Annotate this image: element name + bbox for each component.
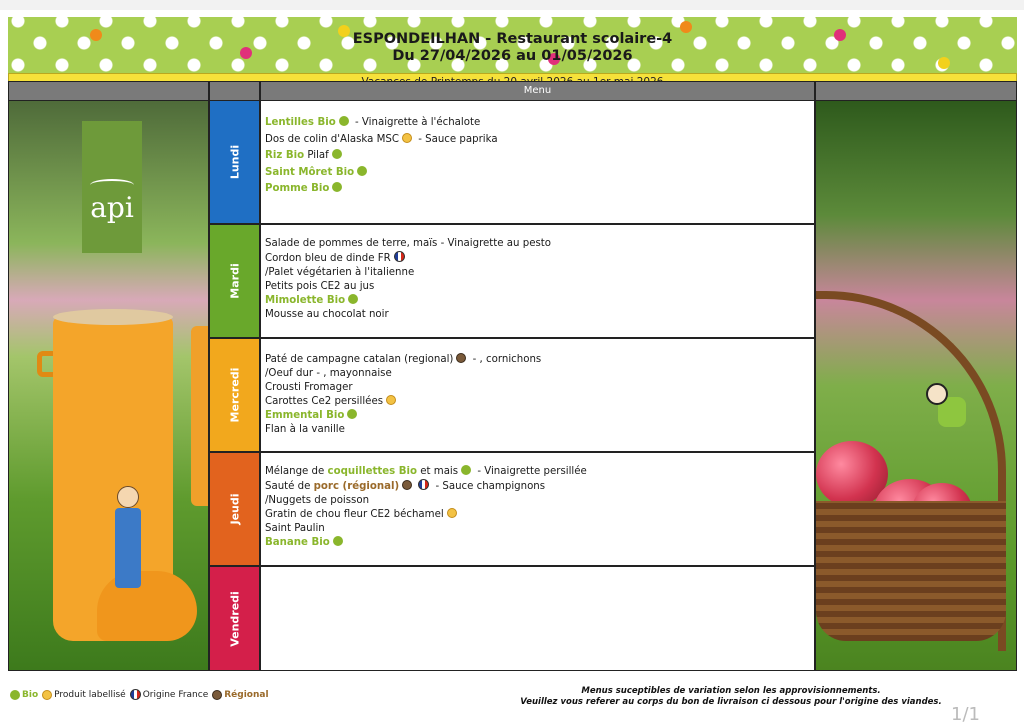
menu-item bbox=[265, 508, 814, 522]
legend-bio: Bio bbox=[22, 689, 39, 700]
day-cell-mercredi bbox=[210, 339, 259, 451]
regional-icon bbox=[402, 480, 412, 490]
column-header-day bbox=[210, 82, 259, 100]
footer-note-line2: Veuillez vous referer au corps du bon de livraison ci dessous pour l'origine des viandes. bbox=[520, 697, 942, 707]
bio-leaf-icon bbox=[333, 536, 343, 546]
boot-rim bbox=[53, 309, 173, 325]
bio-product-text: Emmental Bio bbox=[265, 410, 345, 421]
bio-leaf-icon bbox=[332, 182, 342, 192]
header-banner bbox=[8, 17, 1017, 73]
menu-item bbox=[265, 165, 814, 182]
france-flag-icon bbox=[394, 251, 405, 262]
bio-leaf-icon bbox=[348, 294, 358, 304]
menu-item bbox=[265, 494, 814, 508]
menu-item bbox=[265, 367, 814, 381]
logo-swoosh bbox=[90, 179, 134, 191]
legend bbox=[10, 689, 269, 700]
menu-item bbox=[265, 132, 814, 149]
menu-item bbox=[265, 115, 814, 132]
day-cell-vendredi bbox=[210, 567, 259, 670]
menu-item bbox=[265, 423, 814, 437]
dish-text: Pilaf bbox=[304, 150, 329, 161]
dish-text: /Nuggets de poisson bbox=[265, 495, 370, 506]
dish-text: Paté de campagne catalan (regional) bbox=[265, 354, 454, 365]
menu-item bbox=[265, 465, 814, 479]
france-flag-icon bbox=[418, 479, 429, 490]
day-cell-mardi bbox=[210, 225, 259, 337]
menu-item bbox=[265, 381, 814, 395]
bio-product-text: Lentilles Bio bbox=[265, 117, 336, 128]
day-label: Mardi bbox=[228, 263, 241, 299]
right-illustration bbox=[816, 101, 1016, 670]
wicker-basket bbox=[816, 501, 1006, 641]
menu-item bbox=[265, 409, 814, 423]
dish-text: - Vinaigrette persillée bbox=[474, 466, 587, 477]
bio-leaf-icon bbox=[461, 465, 471, 475]
gardener-child bbox=[107, 486, 147, 596]
legend-regional: Régional bbox=[224, 689, 269, 700]
page-title: ESPONDEILHAN - Restaurant scolaire-4 bbox=[352, 31, 673, 47]
day-label: Jeudi bbox=[228, 493, 241, 525]
dish-text: Flan à la vanille bbox=[265, 424, 345, 435]
dish-text: - Sauce paprika bbox=[414, 133, 498, 145]
regional-product-text: porc (régional) bbox=[313, 480, 400, 492]
label-rouge-icon bbox=[386, 395, 396, 405]
menu-cell-mardi bbox=[261, 225, 814, 337]
dish-text: Gratin de chou fleur CE2 béchamel bbox=[265, 509, 444, 520]
bio-product-text: Banane Bio bbox=[265, 537, 330, 548]
bio-leaf-icon bbox=[332, 149, 342, 159]
column-header-left bbox=[9, 82, 208, 100]
regional-icon bbox=[212, 690, 222, 700]
child-head bbox=[117, 486, 139, 508]
menu-item bbox=[265, 251, 814, 266]
day-label: Mercredi bbox=[228, 367, 241, 423]
logo-text: api bbox=[90, 191, 134, 224]
column-header-right bbox=[816, 82, 1016, 100]
bio-product-text: Mimolette Bio bbox=[265, 295, 346, 306]
rain-boot-back bbox=[191, 326, 208, 506]
label-rouge-icon bbox=[42, 690, 52, 700]
france-flag-icon bbox=[130, 689, 141, 700]
menu-item bbox=[265, 522, 814, 536]
menu-cell-lundi bbox=[261, 101, 814, 223]
day-label: Lundi bbox=[228, 144, 241, 180]
page-number: 1/1 bbox=[951, 704, 980, 725]
label-rouge-icon bbox=[447, 508, 457, 518]
dish-text: et mais bbox=[417, 466, 459, 477]
day-cell-jeudi bbox=[210, 453, 259, 565]
dish-text: - Vinaigrette à l'échalote bbox=[351, 117, 481, 128]
dish-text: - , cornichons bbox=[469, 354, 542, 365]
column-header-menu: Menu bbox=[261, 82, 814, 100]
bio-leaf-icon bbox=[10, 690, 20, 700]
menu-item bbox=[265, 308, 814, 322]
bio-product-text: coquillettes Bio bbox=[327, 466, 418, 477]
dish-text: Carottes Ce2 persillées bbox=[265, 396, 384, 407]
dish-text: Dos de colin d'Alaska MSC bbox=[265, 133, 399, 145]
dish-text: Cordon bleu de dinde FR bbox=[265, 252, 391, 264]
climbing-child bbox=[926, 383, 968, 433]
climber-head bbox=[926, 383, 948, 405]
dish-text: Mélange de bbox=[265, 466, 328, 477]
regional-icon bbox=[456, 353, 466, 363]
menu-item bbox=[265, 353, 814, 367]
label-rouge-icon bbox=[402, 133, 412, 143]
menu-item bbox=[265, 395, 814, 409]
footer-note-line1: Menus suceptibles de variation selon les approvisionnements. bbox=[581, 686, 881, 696]
menu-item bbox=[265, 237, 814, 251]
menu-item bbox=[265, 148, 814, 165]
child-overalls bbox=[115, 508, 141, 588]
api-logo bbox=[82, 121, 142, 253]
menu-item bbox=[265, 479, 814, 494]
date-range: Du 27/04/2026 au 01/05/2026 bbox=[392, 48, 633, 64]
bio-leaf-icon bbox=[347, 409, 357, 419]
dish-text: Mousse au chocolat noir bbox=[265, 309, 389, 320]
bio-leaf-icon bbox=[357, 166, 367, 176]
day-cell-lundi bbox=[210, 101, 259, 223]
dish-text: Saint Paulin bbox=[265, 523, 325, 534]
bio-product-text: Pomme Bio bbox=[265, 183, 330, 194]
dish-text: Sauté de bbox=[265, 480, 314, 492]
menu-cell-jeudi bbox=[261, 453, 814, 565]
dish-text: /Palet végétarien à l'italienne bbox=[265, 267, 415, 278]
legend-france: Origine France bbox=[142, 689, 209, 700]
menu-cell-mercredi bbox=[261, 339, 814, 451]
dish-text: Crousti Fromager bbox=[265, 382, 353, 393]
dish-text: /Oeuf dur - , mayonnaise bbox=[265, 368, 392, 379]
dish-text: - Sauce champignons bbox=[432, 480, 546, 492]
menu-cell-vendredi bbox=[261, 567, 814, 670]
menu-item bbox=[265, 294, 814, 308]
menu-item bbox=[265, 266, 814, 280]
bio-leaf-icon bbox=[339, 116, 349, 126]
menu-item bbox=[265, 280, 814, 294]
dish-text: Salade de pommes de terre, maïs - Vinaigrette au pesto bbox=[265, 238, 552, 249]
bio-product-text: Riz Bio bbox=[265, 150, 305, 161]
dish-text: Petits pois CE2 au jus bbox=[265, 281, 375, 292]
menu-item bbox=[265, 536, 814, 550]
left-illustration bbox=[9, 101, 208, 670]
bio-product-text: Saint Môret Bio bbox=[265, 166, 355, 178]
footer-note bbox=[496, 686, 966, 708]
menu-item bbox=[265, 181, 814, 198]
day-label: Vendredi bbox=[228, 590, 241, 647]
legend-labelled: Produit labellisé bbox=[54, 689, 126, 700]
